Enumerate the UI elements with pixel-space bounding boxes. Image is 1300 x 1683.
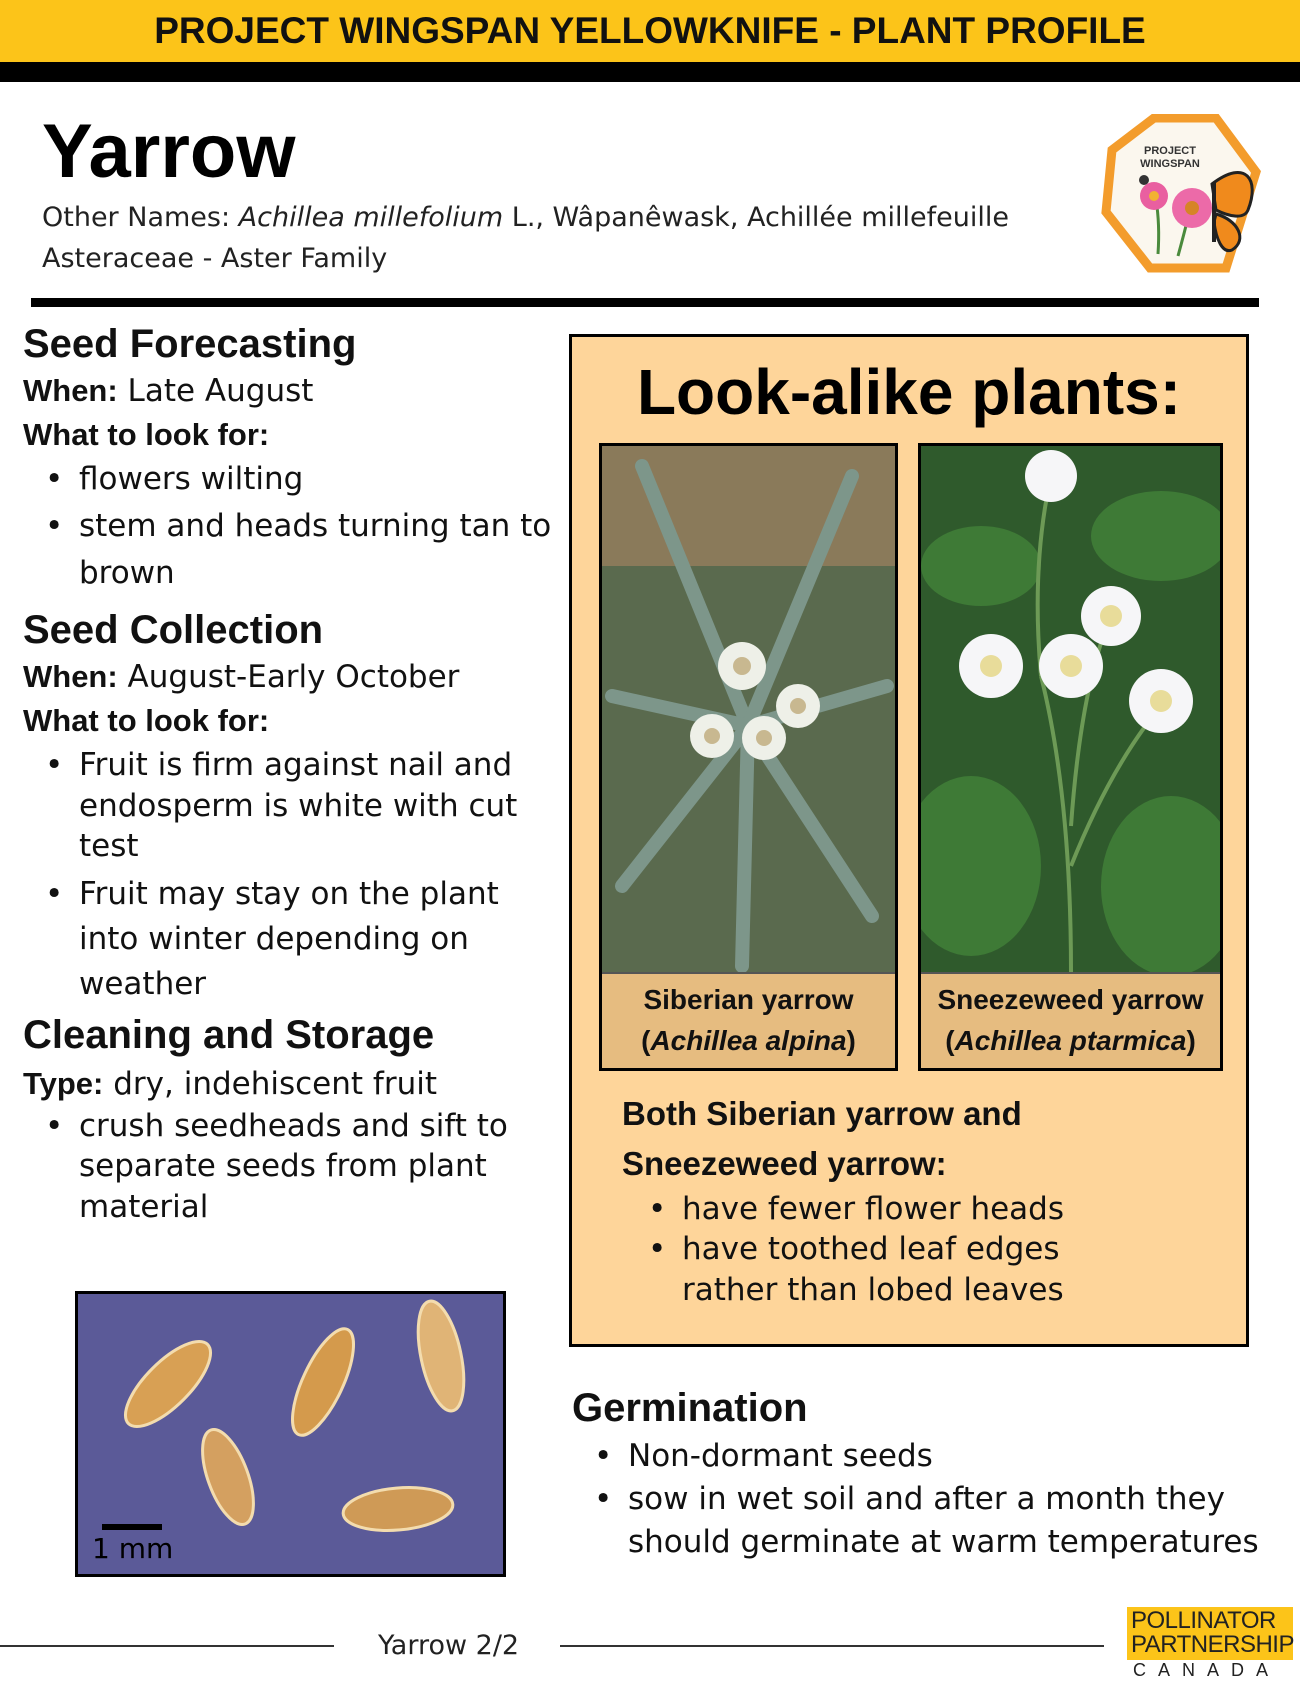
forecast-when-value: Late August: [117, 373, 314, 409]
lookalike-list: [648, 1189, 1118, 1310]
left-column: [23, 322, 568, 1227]
logo-text-line2: WINGSPAN: [1140, 158, 1200, 170]
lookalike-card-sneezeweed: [918, 443, 1223, 1071]
lookalike-card-siberian: [599, 443, 898, 1071]
pp-logo-line1: POLLINATOR: [1131, 1607, 1276, 1634]
cleaning-type-value: dry, indehiscent fruit: [103, 1066, 437, 1102]
bee-icon: [1139, 175, 1149, 185]
cleaning-list: [45, 1106, 545, 1227]
lookalike-title: Look-alike plants:: [636, 356, 1182, 428]
forecast-list: [45, 459, 568, 596]
germination-list: [594, 1435, 1294, 1563]
plant-title: Yarrow: [42, 109, 296, 194]
other-names-rest: L., Wâpanêwask, Achillée millefeuille: [503, 202, 1010, 233]
footer-rule-right: [560, 1645, 1104, 1647]
plant-family: Asteraceae - Aster Family: [42, 243, 388, 274]
siberian-yarrow-photo: [602, 446, 895, 972]
siberian-common-name: Siberian yarrow: [643, 984, 854, 1015]
germination-section: [572, 1386, 1292, 1563]
other-names-label: Other Names:: [42, 202, 239, 233]
banner-divider: [0, 62, 1300, 82]
collection-look-label: What to look for:: [23, 703, 270, 739]
list-item: • flowers wilting: [45, 459, 568, 499]
sneezeweed-yarrow-photo: [921, 446, 1220, 972]
header-divider: [31, 298, 1259, 307]
germination-heading: Germination: [572, 1386, 808, 1430]
scale-bar: [102, 1524, 162, 1530]
seed-collection-heading: Seed Collection: [23, 608, 324, 653]
scale-label: 1 mm: [92, 1532, 174, 1565]
cleaning-type-label: Type:: [23, 1066, 104, 1101]
pollinator-partnership-logo: [1127, 1607, 1293, 1681]
list-item: • crush seedheads and sift to separate seeds from plant material: [45, 1106, 545, 1227]
sneezeweed-common-name: Sneezeweed yarrow: [937, 984, 1204, 1015]
list-item: • Fruit may stay on the plant into winter depending on weather: [45, 872, 555, 1007]
scientific-name: Achillea millefolium: [238, 202, 504, 233]
forecast-look-label: What to look for:: [23, 417, 270, 452]
both-heading: Both Siberian yarrow and Sneezeweed yarrow:: [622, 1095, 1022, 1182]
page-label: Yarrow 2/2: [378, 1630, 520, 1661]
list-item: • Fruit is firm against nail and endosperm is white with cut test: [45, 745, 555, 866]
list-item: • have fewer flower heads: [648, 1189, 1118, 1229]
siberian-scientific-name: Achillea alpina: [650, 1024, 847, 1056]
pp-logo-box: [1127, 1607, 1293, 1660]
project-wingspan-logo: [1098, 114, 1264, 274]
top-banner: [0, 0, 1300, 62]
sneezeweed-scientific-name: Achillea ptarmica: [954, 1024, 1187, 1056]
siberian-scientific: (Achillea alpina): [641, 1024, 856, 1056]
butterfly-icon: [1212, 172, 1252, 250]
other-names: [42, 202, 1009, 233]
logo-text-line1: PROJECT: [1144, 145, 1196, 157]
sneezeweed-caption: [921, 972, 1220, 1068]
list-item: • Non-dormant seeds: [594, 1435, 1294, 1478]
banner-title: PROJECT WINGSPAN YELLOWKNIFE - PLANT PROFILE: [154, 10, 1146, 51]
list-item: • stem and heads turning tan to brown: [45, 503, 568, 596]
cleaning-type: [23, 1066, 568, 1102]
collection-when-label: When:: [23, 659, 118, 695]
pp-logo-line2: PARTNERSHIP: [1131, 1631, 1294, 1659]
collection-list: [45, 745, 555, 1007]
seed-photo: [75, 1291, 506, 1577]
footer-rule-left: [0, 1645, 334, 1647]
lookalike-panel: [569, 334, 1249, 1347]
list-item: • have toothed leaf edges rather than lobed leaves: [648, 1229, 1118, 1310]
seed-forecasting-heading: Seed Forecasting: [23, 322, 357, 366]
collection-when-value: August-Early October: [117, 659, 460, 696]
collection-when: [23, 659, 568, 695]
forecast-when: [23, 373, 568, 409]
forecast-when-label: When:: [23, 373, 118, 408]
cleaning-heading: Cleaning and Storage: [23, 1013, 435, 1057]
sneezeweed-scientific: (Achillea ptarmica): [945, 1024, 1196, 1056]
list-item: • sow in wet soil and after a month they should germinate at warm temperatures: [594, 1478, 1294, 1564]
pp-logo-line3: CANADA: [1133, 1659, 1281, 1680]
siberian-caption: [602, 972, 895, 1068]
